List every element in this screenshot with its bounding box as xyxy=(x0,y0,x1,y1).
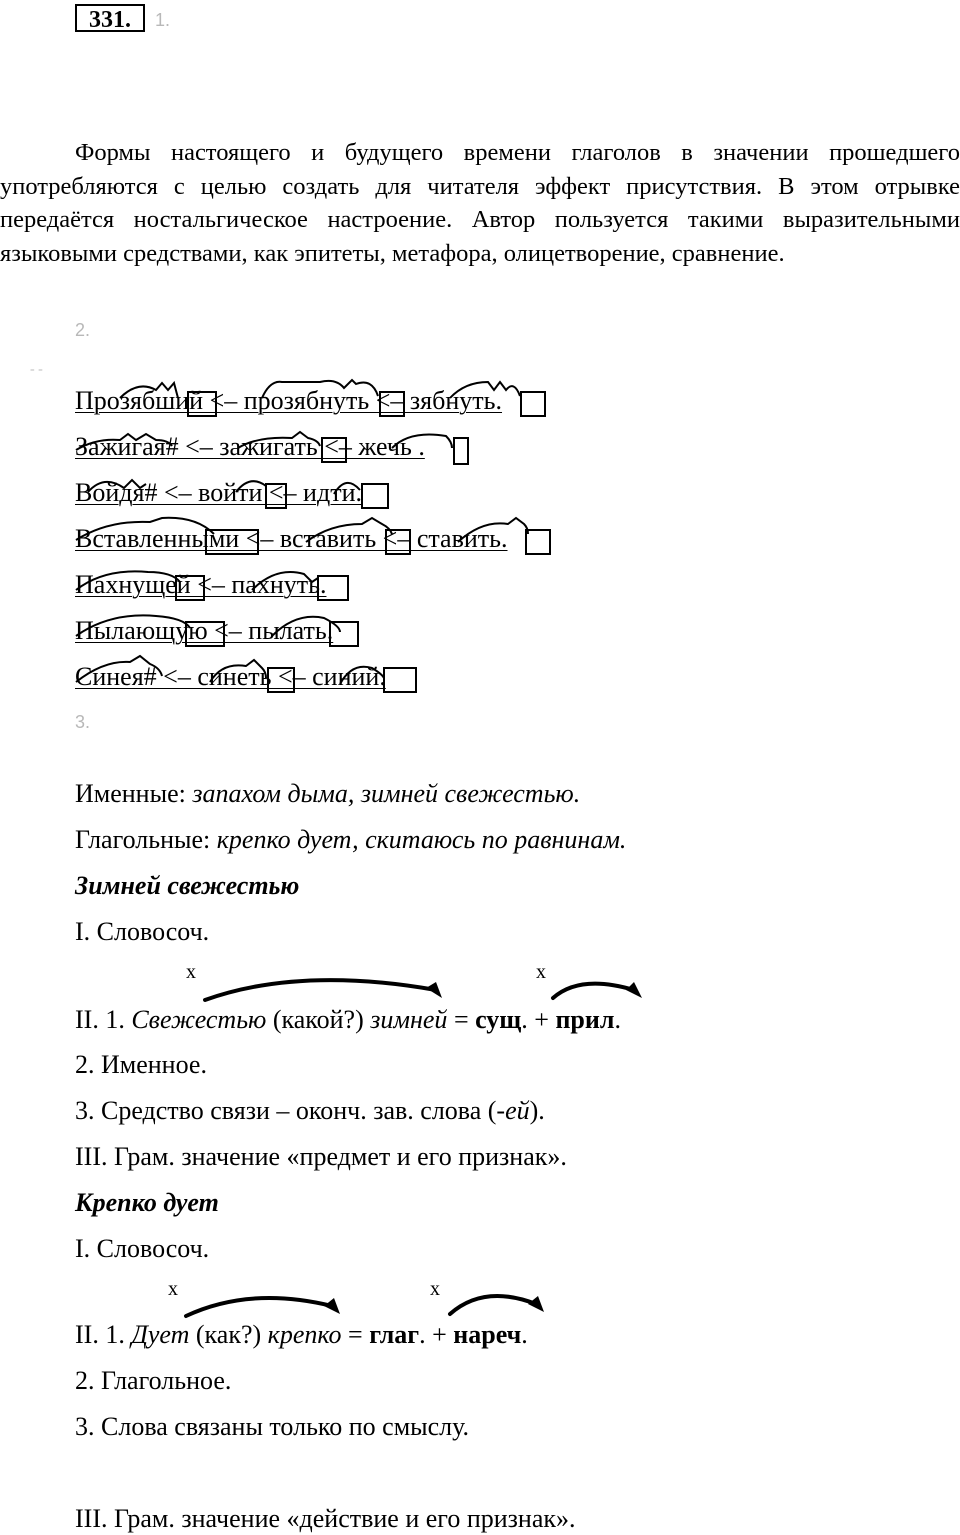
analysis-1-step-5: III. Грам. значение «предмет и его признак». xyxy=(75,1142,567,1171)
morpheme-line-5: Пахнущей <– пахнуть. xyxy=(75,570,327,599)
main-word: Дует xyxy=(131,1320,190,1349)
analysis-2-step-5: III. Грам. значение «действие и его признак». xyxy=(75,1504,576,1533)
main-word: Свежестью xyxy=(131,1005,267,1034)
morpheme-line-2: Зажигая# <– зажигать <– жечь . xyxy=(75,432,425,461)
morpheme-line-4: Вставленными <– вставить <– ставить. xyxy=(75,524,508,553)
analysis-1-step-4: 3. Средство связи – оконч. зав. слова (-ей). xyxy=(75,1096,545,1125)
analysis-2-step-2: II. 1. Дует (как?) крепко = глаг. + нареч. xyxy=(75,1320,528,1349)
part-2-dash: - - xyxy=(30,362,43,377)
analysis-1-step-3: 2. Именное. xyxy=(75,1050,207,1079)
dependent-word: зимней xyxy=(370,1005,448,1034)
part-3-label: 3. xyxy=(75,712,91,732)
analysis-2-title: Крепко дует xyxy=(75,1188,219,1217)
analysis-1-x-main: x xyxy=(186,961,196,983)
analysis-1-title: Зимней свежестью xyxy=(75,871,300,900)
morpheme-line-7: Синея# <– синеть <– синий. xyxy=(75,662,386,691)
analysis-2-x-main: x xyxy=(168,1278,178,1300)
morpheme-line-3: Войдя# <– войти <– идти. xyxy=(75,478,362,507)
verbal-label: Глагольные: xyxy=(75,825,217,854)
intro-paragraph: Формы настоящего и будущего времени глаголов в значении прошедшего употребляются с целью создать для читателя эффект присутствия. В этом отрывке передаётся ностальгическое настроение. Автор пользуется такими выразительными языковыми средствами, как эпитеты, метафора, олицетворение, сравнение. xyxy=(0,139,960,267)
analysis-1-step-2: II. 1. Свежестью (какой?) зимней = сущ. + прил. xyxy=(75,1005,621,1034)
analysis-2-step-4: 3. Слова связаны только по смыслу. xyxy=(75,1412,470,1441)
analysis-2-step-3: 2. Глагольное. xyxy=(75,1366,232,1395)
analysis-1-x-second: x xyxy=(536,961,546,983)
verbal-examples: крепко дует, скитаюсь по равнинам. xyxy=(216,825,627,854)
morpheme-line-6: Пылающую <– пылать. xyxy=(75,616,334,645)
part-1-label: 1. xyxy=(155,10,171,30)
analysis-2-step-1: I. Словосоч. xyxy=(75,1234,210,1263)
exercise-number: 331. xyxy=(75,4,145,32)
verbal-line xyxy=(75,825,626,855)
nominal-line xyxy=(75,779,580,809)
analysis-1-step-1: I. Словосоч. xyxy=(75,917,210,946)
part-2-label: 2. xyxy=(75,320,91,340)
nominal-label: Именные: xyxy=(75,779,193,808)
analysis-2-x-second: x xyxy=(430,1278,440,1300)
dependent-word: крепко xyxy=(267,1320,342,1349)
morpheme-line-1: Прозябший <– прозябнуть <– зябнуть. xyxy=(75,386,503,415)
nominal-examples: запахом дыма, зимней свежестью. xyxy=(192,779,581,808)
